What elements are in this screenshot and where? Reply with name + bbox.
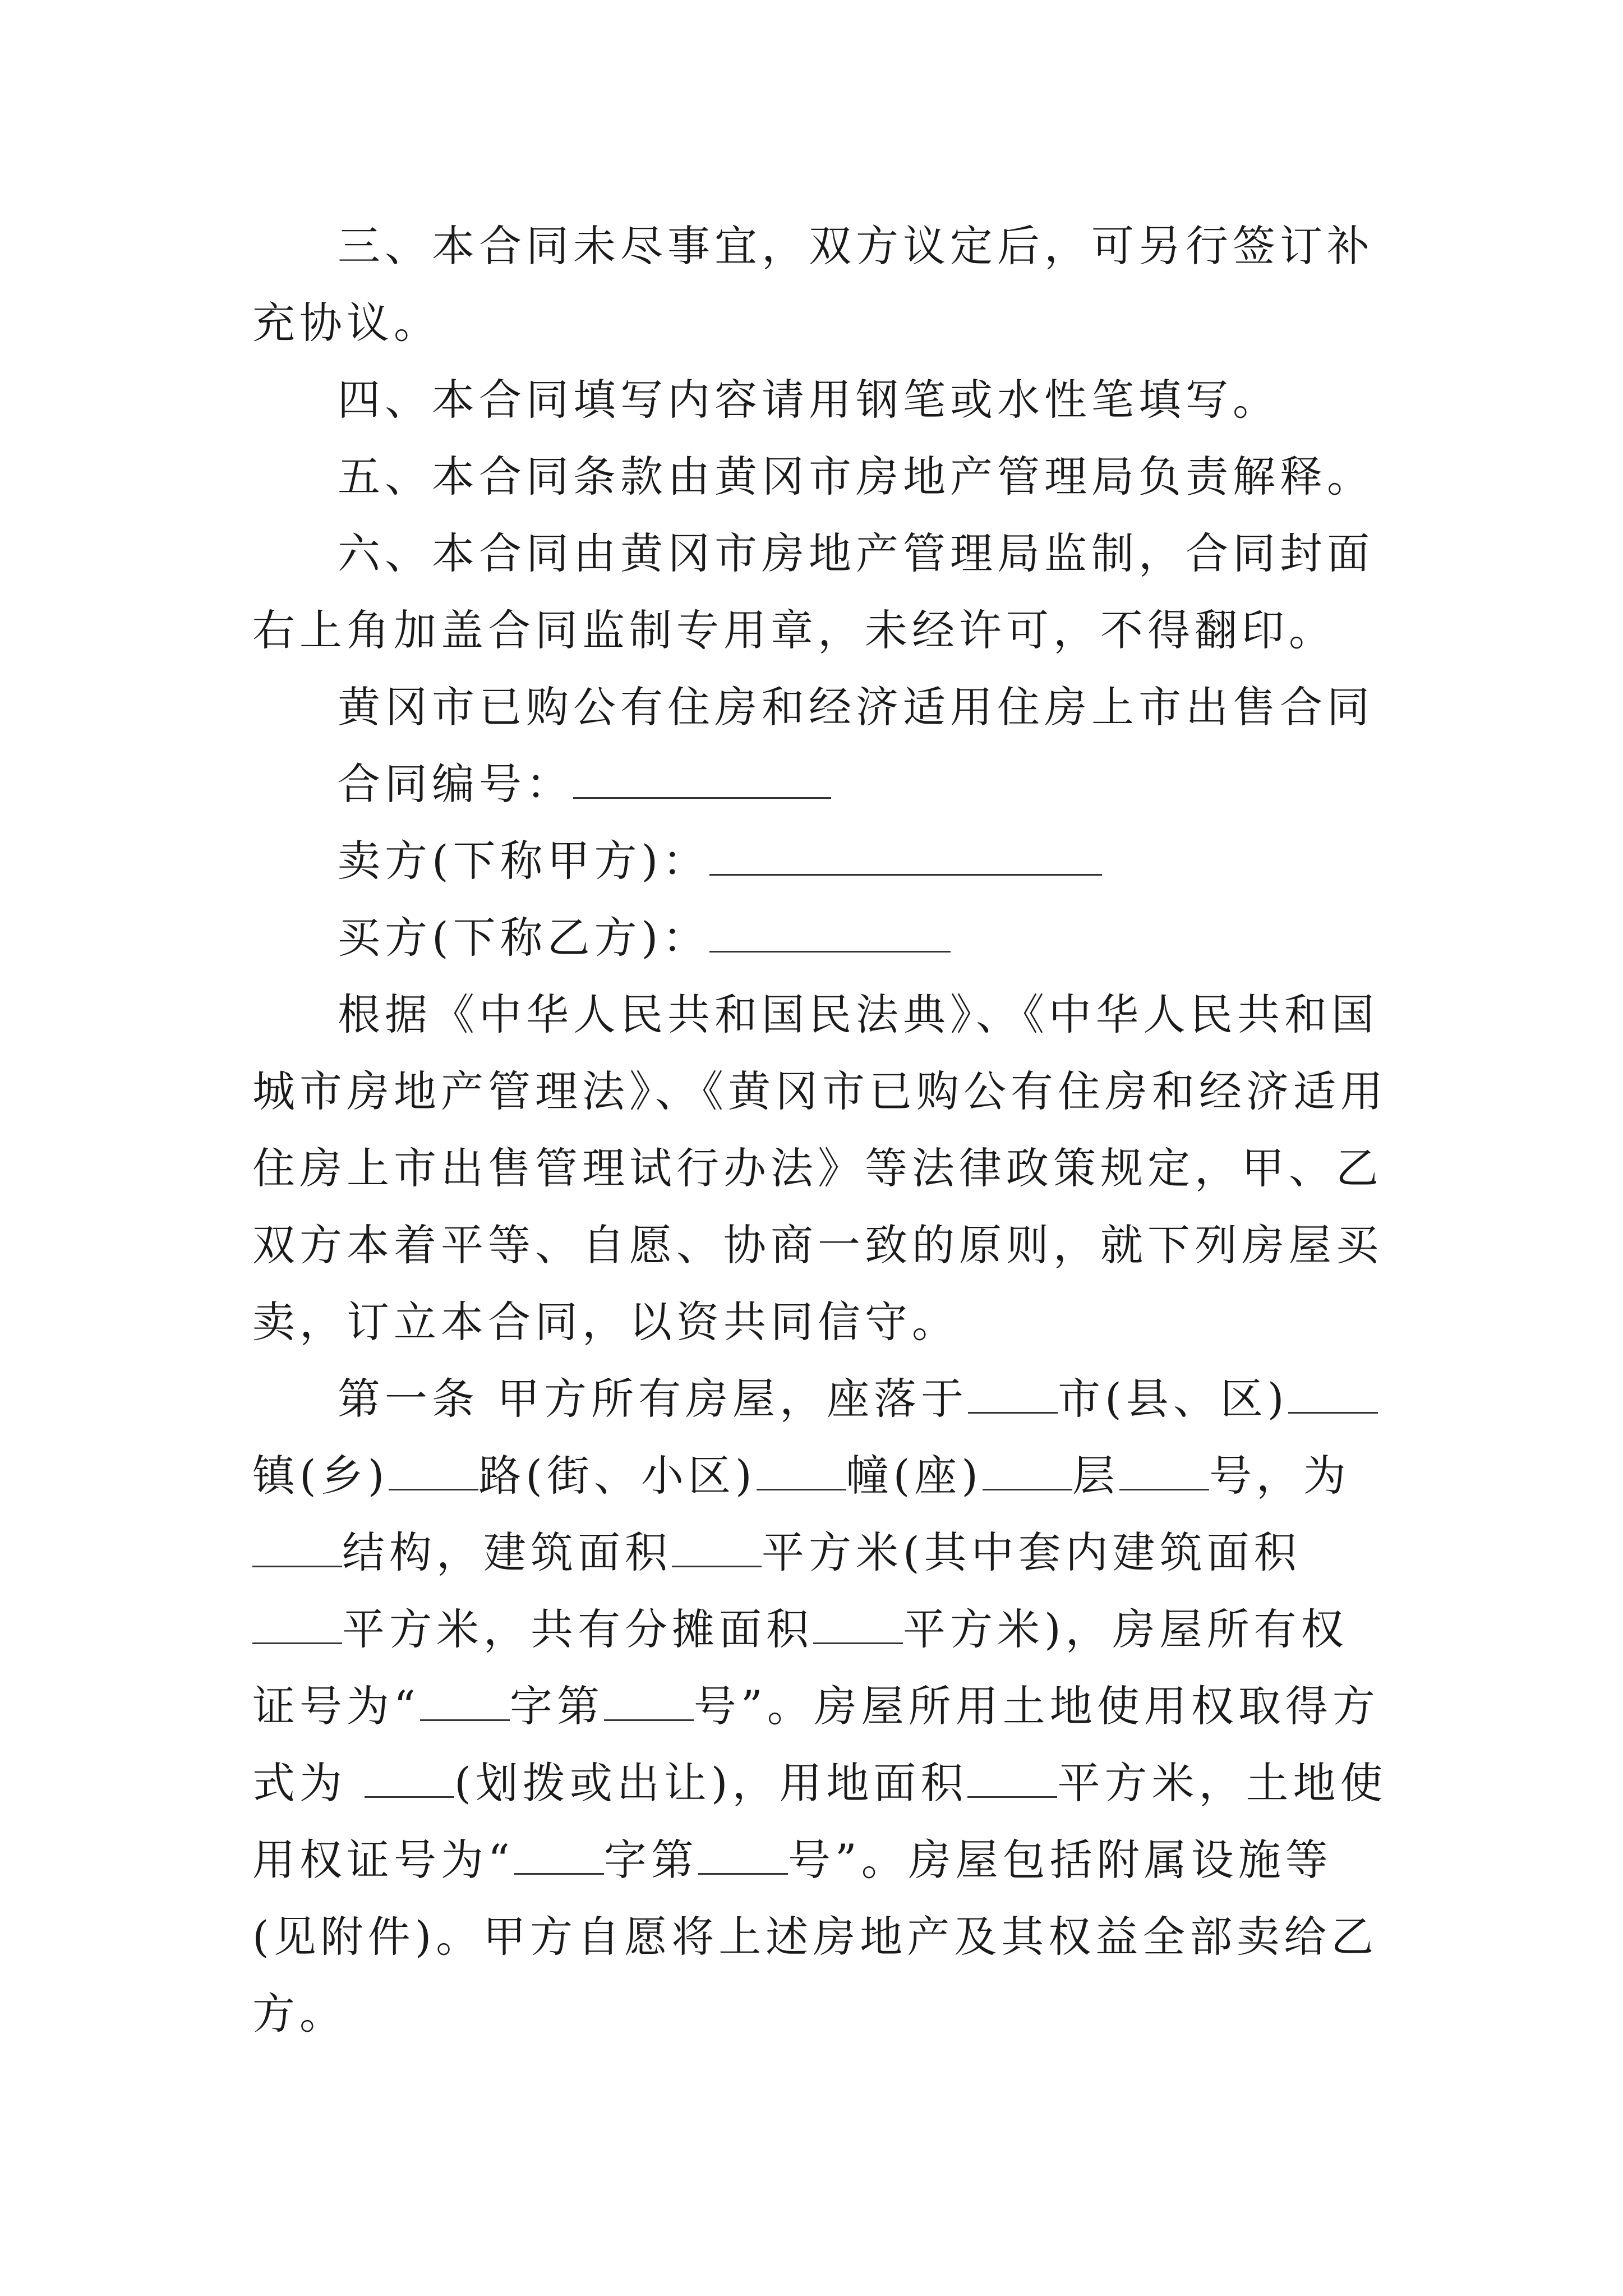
contract-title: 黄冈市已购公有住房和经济适用住房上市出售合同	[338, 682, 1374, 732]
article-1-section	[252, 1360, 1388, 2052]
notes-section	[252, 208, 1388, 669]
article-1-text: 镇(乡)	[252, 1451, 389, 1501]
contract-number-label: 合同编号：	[338, 759, 573, 809]
city-blank[interactable]	[968, 1373, 1058, 1414]
building-blank[interactable]	[983, 1450, 1072, 1490]
contract-number-line	[252, 746, 1388, 822]
article-1-text: 字第	[509, 1681, 604, 1731]
article-1-text: 甲方所有房屋，座落于	[497, 1374, 969, 1424]
note-item-6: 六、本合同由黄冈市房地产管理局监制，合同封面右上角加盖合同监制专用章，未经许可，不得翻印。	[252, 528, 1374, 655]
note-item-5: 五、本合同条款由黄冈市房地产管理局负责解释。	[338, 452, 1374, 501]
floor-blank[interactable]	[1119, 1450, 1209, 1490]
structure-blank[interactable]	[252, 1526, 342, 1567]
article-1-text: 平方米)，房屋所有权证号为“	[252, 1604, 1348, 1731]
preamble-section	[252, 976, 1388, 1360]
buyer-label: 买方(下称乙方)：	[338, 913, 710, 963]
contract-number-blank[interactable]	[573, 758, 831, 799]
district-blank[interactable]	[1288, 1373, 1378, 1414]
note-item-4: 四、本合同填写内容请用钢笔或水性笔填写。	[338, 375, 1280, 425]
road-blank[interactable]	[757, 1450, 846, 1490]
certificate-char-blank[interactable]	[420, 1680, 510, 1721]
buyer-blank[interactable]	[709, 912, 951, 953]
article-1-text: 层	[1072, 1451, 1119, 1501]
buyer-line	[252, 899, 1388, 976]
preamble-paragraph: 根据《中华人民共和国民法典》、《中华人民共和国城市房地产管理法》、《黄冈市已购公有住房和经济适用住房上市出售管理试行办法》等法律政策规定，甲、乙双方本着平等、自愿、协商一致的原则，就下列房屋买卖，订立本合同，以资共同信守。	[252, 990, 1387, 1347]
seller-blank[interactable]	[709, 835, 1102, 876]
article-1-text: 平方米(其中套内建筑面积	[762, 1527, 1301, 1577]
article-1-text: 结构，建筑面积	[342, 1527, 672, 1577]
town-blank[interactable]	[389, 1450, 478, 1490]
article-1-heading: 第一条	[338, 1374, 479, 1424]
article-1-text: 号”。房屋包括附属设施等(见附件)。甲方自愿将上述房地产及其权益全部卖给乙方。	[252, 1835, 1378, 2039]
article-1-text: 市(县、区)	[1058, 1374, 1289, 1424]
article-1-text: 字第	[603, 1835, 698, 1885]
certificate-number-blank[interactable]	[604, 1680, 694, 1721]
shared-area-blank[interactable]	[813, 1603, 903, 1644]
article-1-text: 幢(座)	[846, 1451, 983, 1501]
land-certificate-char-blank[interactable]	[514, 1834, 604, 1875]
article-1-text: 平方米，共有分摊面积	[342, 1604, 813, 1654]
article-1-text: 号，为	[1209, 1451, 1350, 1501]
land-certificate-number-blank[interactable]	[698, 1834, 788, 1875]
article-1-text: 路(街、小区)	[478, 1451, 757, 1501]
note-item-3: 三、本合同未尽事宜，双方议定后，可另行签订补充协议。	[252, 221, 1374, 348]
land-area-blank[interactable]	[967, 1757, 1057, 1798]
contract-header	[252, 669, 1388, 976]
land-acquisition-blank[interactable]	[365, 1757, 454, 1798]
seller-line	[252, 822, 1388, 899]
article-1-text: 号”。房屋所用土地使用权取得方式为	[252, 1681, 1380, 1808]
article-1-text: (划拨或出让)，用地面积	[454, 1758, 968, 1808]
floor-area-blank[interactable]	[672, 1526, 762, 1567]
inner-area-blank[interactable]	[252, 1603, 342, 1644]
seller-label: 卖方(下称甲方)：	[338, 836, 710, 886]
article-1-text: 平方米，土地使用权证号为“	[252, 1758, 1387, 1885]
article-1-paragraph	[252, 1360, 1388, 2052]
